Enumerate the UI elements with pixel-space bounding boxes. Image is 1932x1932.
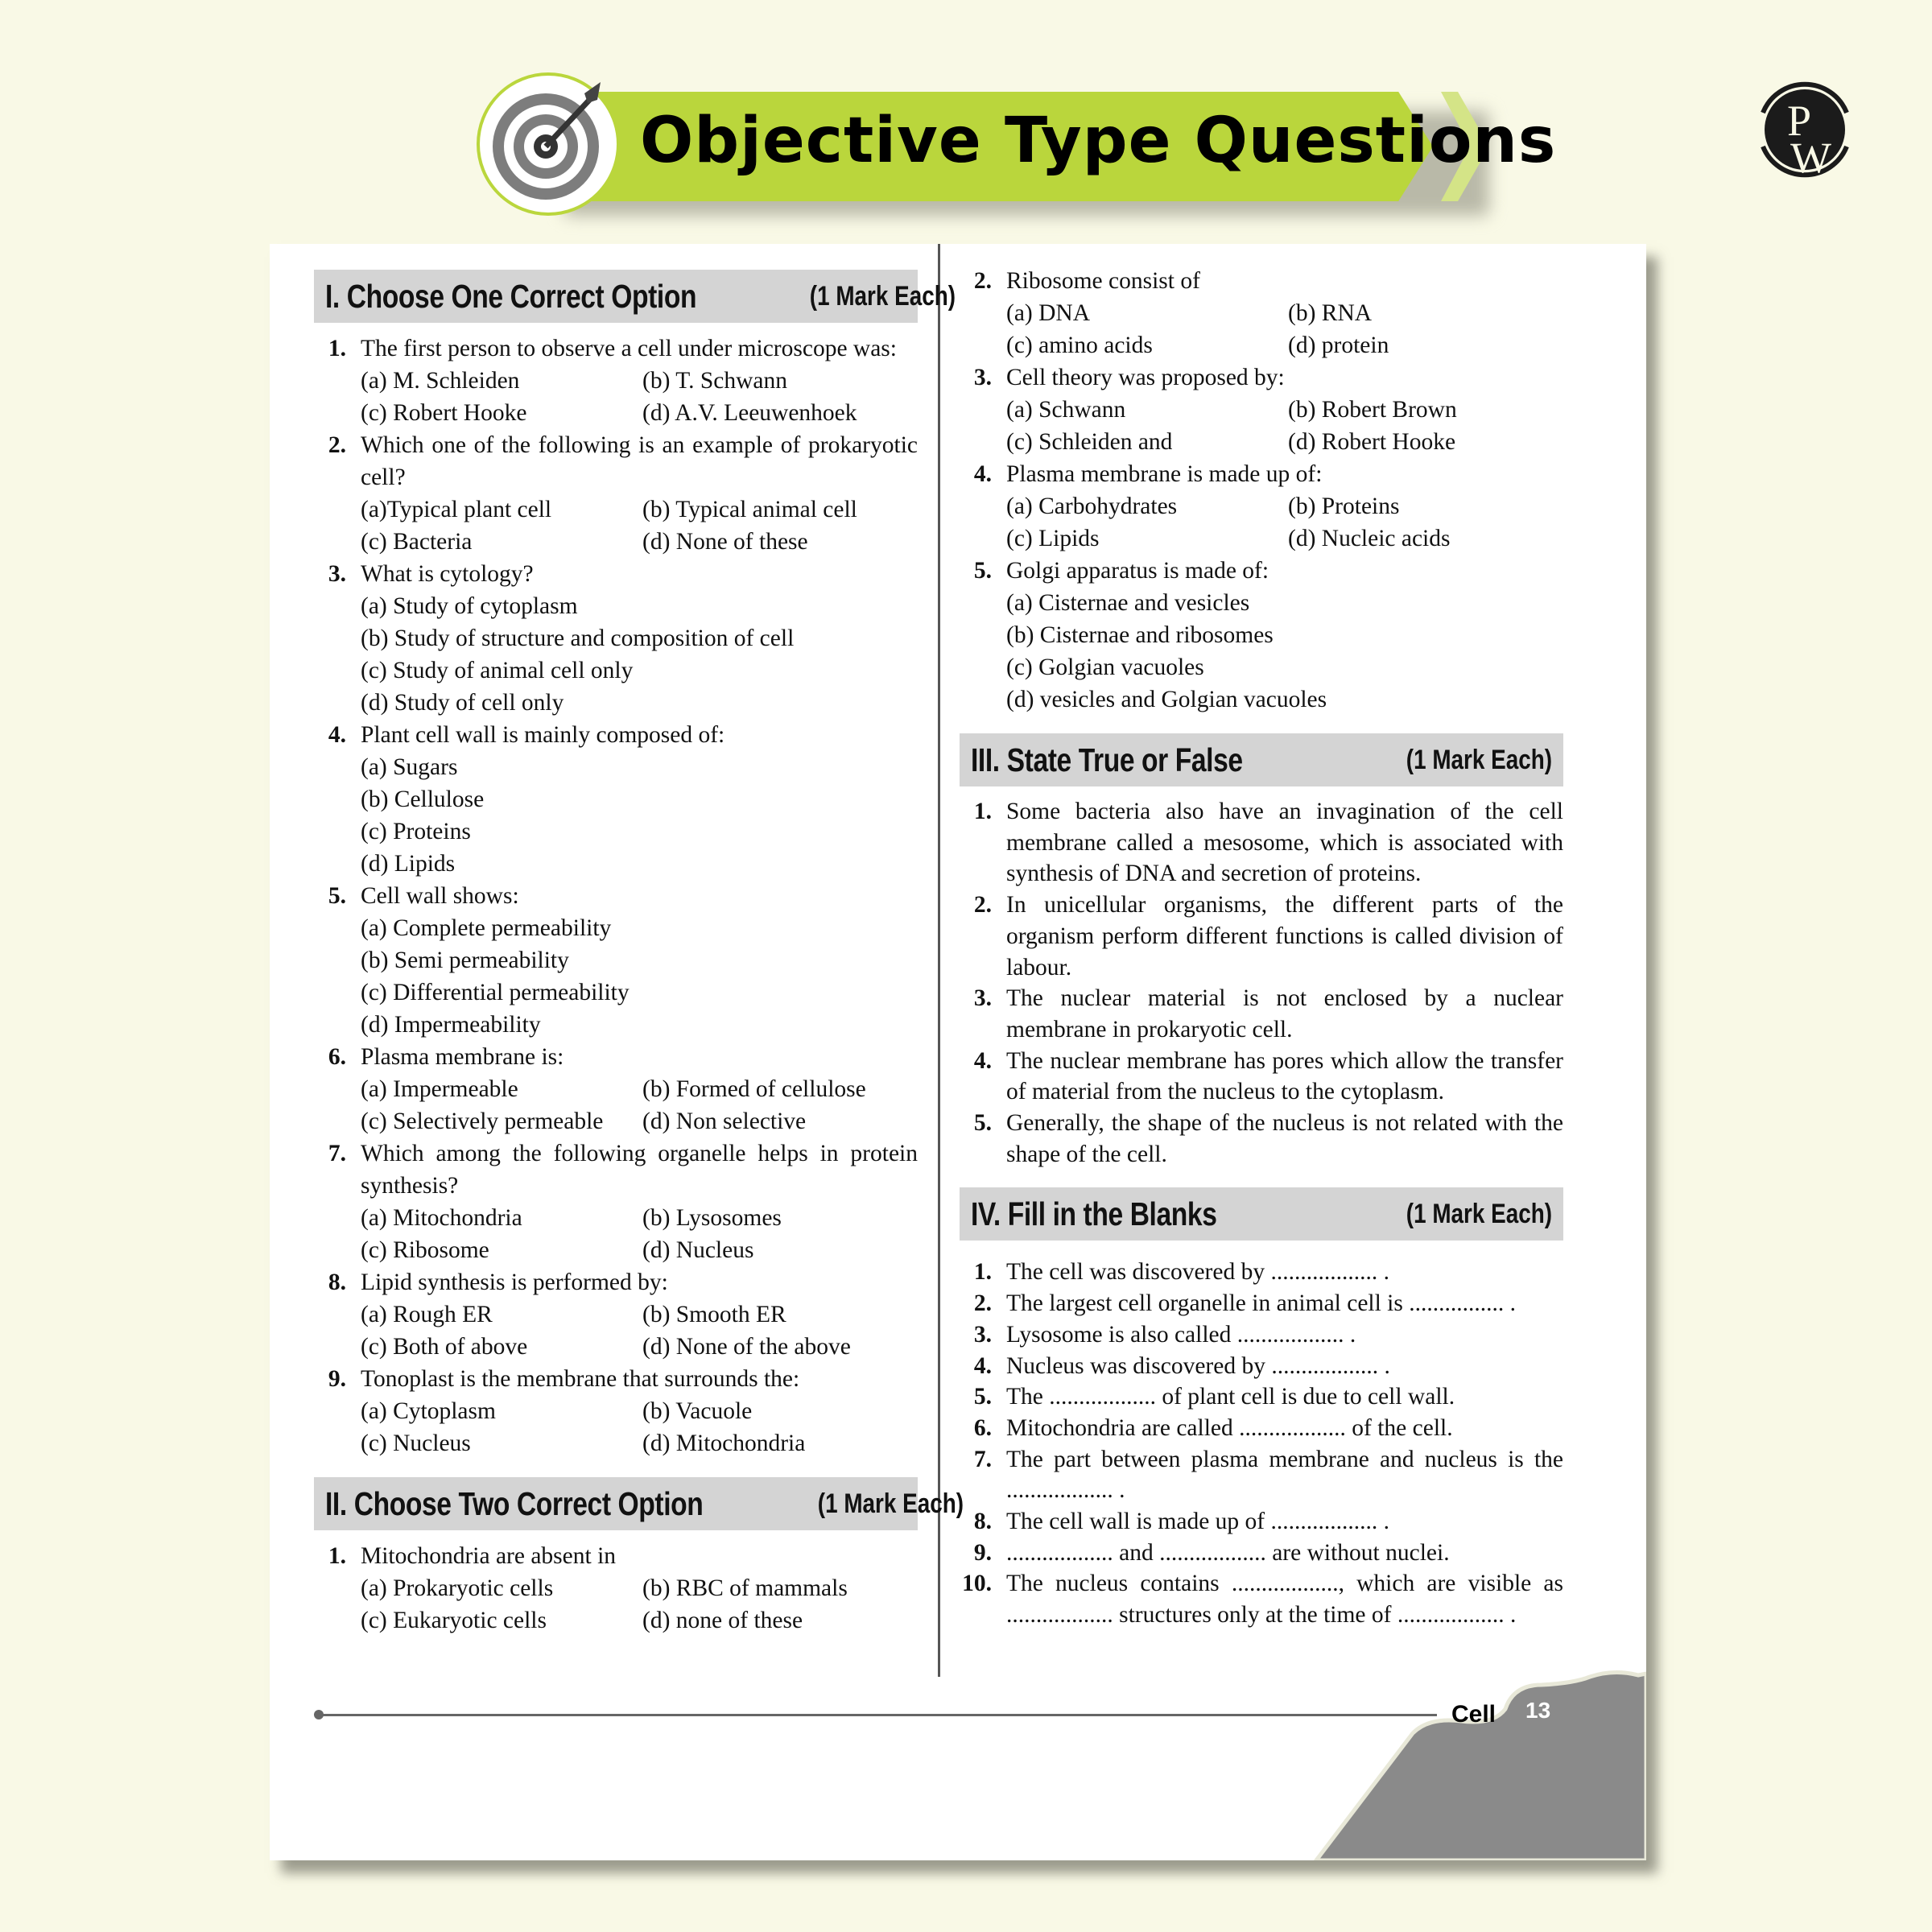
question-number: 4. [973, 1047, 992, 1074]
option: (a)Typical plant cell [361, 497, 552, 522]
option: (c) Nucleus [361, 1430, 471, 1456]
option: (c) Golgian vacuoles [1006, 654, 1204, 680]
option: (d) Impermeability [361, 1012, 541, 1038]
option: (d) Study of cell only [361, 690, 564, 716]
option: (a) Sugars [361, 754, 458, 780]
question-text: Plasma membrane is: [361, 1044, 564, 1070]
question-number: 8. [328, 1269, 346, 1295]
question-number: 4. [973, 1352, 992, 1379]
option: (b) Robert Brown [1288, 397, 1457, 423]
question-text: Some bacteria also have an invagination of the cell membrane called a mesosome, which is associated with synthesis of DNA and secretion of proteins. [1006, 799, 1563, 887]
option: (c) Schleiden and [1006, 429, 1173, 455]
question-number: 2. [973, 892, 992, 919]
question-number: 4. [973, 461, 992, 487]
option: (c) Robert Hooke [361, 400, 527, 426]
question-number: 10. [962, 1571, 992, 1597]
section-marks: (1 Mark Each) [818, 1488, 964, 1519]
option: (a) DNA [1006, 300, 1091, 326]
question-text: Which among the following organelle helps in protein synthesis? [361, 1141, 918, 1199]
question-text: Cell wall shows: [361, 883, 519, 909]
question-text: Golgi apparatus is made of: [1006, 558, 1269, 584]
question-text: The nuclear material is not enclosed by a nuclear membrane in prokaryotic cell. [1006, 985, 1563, 1042]
option: (c) Selectively permeable [361, 1108, 604, 1134]
question-number: 8. [973, 1509, 992, 1535]
question-text: The first person to observe a cell under microscope was: [361, 336, 897, 361]
option: (b) Cisternae and ribosomes [1006, 622, 1274, 648]
option: (b) Cellulose [361, 786, 485, 812]
option: (d) vesicles and Golgian vacuoles [1006, 687, 1327, 712]
section-title: IV. Fill in the Blanks [971, 1195, 1217, 1232]
question-number: 3. [973, 365, 992, 390]
banner-title: Objective Type Questions [640, 105, 1557, 177]
chapter-name: Cell [1451, 1701, 1496, 1728]
question-number: 2. [328, 432, 346, 458]
question-text: Cell theory was proposed by: [1006, 365, 1285, 390]
section-banner [475, 71, 1557, 224]
question-text: Mitochondria are absent in [361, 1543, 617, 1569]
section-title: III. State True or False [971, 741, 1243, 778]
option: (d) Nucleus [642, 1237, 754, 1263]
question-number: 1. [973, 1259, 992, 1286]
option: (b) Smooth ER [642, 1302, 786, 1327]
option: (a) Study of cytoplasm [361, 593, 578, 619]
question-text: Lysosome is also called .................. . [1006, 1321, 1356, 1348]
footer-wave-decoration [270, 244, 1646, 1860]
question-text: .................. and .................. are without nuclei. [1006, 1539, 1450, 1566]
option: (a) Prokaryotic cells [361, 1575, 554, 1601]
option: (b) T. Schwann [642, 368, 787, 394]
option: (c) Bacteria [361, 529, 473, 555]
option: (a) Complete permeability [361, 915, 612, 941]
option: (a) Cisternae and vesicles [1006, 590, 1250, 616]
option: (c) Ribosome [361, 1237, 489, 1263]
question-number: 2. [973, 1290, 992, 1317]
question-number: 3. [973, 1321, 992, 1348]
option: (c) Differential permeability [361, 980, 630, 1005]
option: (b) Proteins [1288, 493, 1400, 519]
question-number: 1. [973, 799, 992, 824]
option: (a) Impermeable [361, 1076, 518, 1102]
question-text: Mitochondria are called .................. of the cell. [1006, 1414, 1453, 1441]
question-text: Plant cell wall is mainly composed of: [361, 722, 725, 748]
question-number: 9. [973, 1539, 992, 1566]
question-text: Plasma membrane is made up of: [1006, 461, 1323, 487]
question-number: 5. [973, 1384, 992, 1410]
section-title: I. Choose One Correct Option [325, 277, 697, 315]
question-number: 4. [328, 722, 346, 748]
footer-rule [318, 1714, 1437, 1716]
option: (d) Nucleic acids [1288, 526, 1451, 551]
question-text: The .................. of plant cell is due to cell wall. [1006, 1384, 1455, 1410]
section-marks: (1 Mark Each) [810, 280, 956, 312]
question-number: 2. [973, 268, 992, 294]
question-number: 7. [973, 1446, 992, 1472]
svg-text:P: P [1787, 97, 1812, 145]
option: (d) None of these [642, 529, 808, 555]
option: (a) Mitochondria [361, 1205, 522, 1231]
worksheet-page [270, 244, 1646, 1860]
question-text: Ribosome consist of [1006, 268, 1200, 294]
option: (a) Cytoplasm [361, 1398, 496, 1424]
pw-logo [1748, 72, 1861, 185]
option: (d) none of these [642, 1608, 803, 1633]
page-number: 13 [1525, 1698, 1551, 1723]
option: (b) Study of structure and composition of cell [361, 625, 795, 651]
option: (c) Eukaryotic cells [361, 1608, 547, 1633]
question-text: The largest cell organelle in animal cell is ................ . [1006, 1290, 1516, 1317]
section-marks: (1 Mark Each) [1406, 1198, 1552, 1229]
question-number: 5. [973, 1110, 992, 1137]
option: (a) M. Schleiden [361, 368, 520, 394]
question-text: What is cytology? [361, 561, 534, 587]
option: (a) Rough ER [361, 1302, 493, 1327]
question-text: Tonoplast is the membrane that surrounds the: [361, 1366, 800, 1392]
question-text: The cell was discovered by .................. . [1006, 1259, 1389, 1286]
option: (d) None of the above [642, 1334, 851, 1360]
option: (c) amino acids [1006, 332, 1153, 358]
option: (d) A.V. Leeuwenhoek [642, 400, 857, 426]
option: (d) protein [1288, 332, 1389, 358]
option: (c) Both of above [361, 1334, 528, 1360]
question-text: The cell wall is made up of .................. . [1006, 1509, 1389, 1535]
option: (b) Formed of cellulose [642, 1076, 866, 1102]
question-number: 9. [328, 1366, 346, 1392]
option: (b) Vacuole [642, 1398, 753, 1424]
question-text: Nucleus was discovered by .................. . [1006, 1352, 1390, 1379]
question-number: 1. [328, 1543, 346, 1569]
question-number: 5. [973, 558, 992, 584]
question-text: In unicellular organisms, the different parts of the organism perform different functions is called division of labour. [1006, 892, 1563, 980]
svg-text:W: W [1790, 134, 1831, 182]
question-text: The nuclear membrane has pores which allow the transfer of material from the nucleus to the cytoplasm. [1006, 1047, 1563, 1105]
option: (b) RBC of mammals [642, 1575, 848, 1601]
option: (c) Study of animal cell only [361, 658, 634, 683]
question-number: 3. [328, 561, 346, 587]
option: (d) Mitochondria [642, 1430, 806, 1456]
question-number: 5. [328, 883, 346, 909]
question-text: Generally, the shape of the nucleus is not related with the shape of the cell. [1006, 1110, 1563, 1167]
option: (b) Lysosomes [642, 1205, 782, 1231]
question-number: 7. [328, 1141, 346, 1166]
option: (c) Proteins [361, 819, 471, 844]
option: (d) Robert Hooke [1288, 429, 1456, 455]
option: (a) Schwann [1006, 397, 1126, 423]
option: (d) Lipids [361, 851, 456, 877]
option: (b) Typical animal cell [642, 497, 857, 522]
option: (c) Lipids [1006, 526, 1100, 551]
question-number: 3. [973, 985, 992, 1012]
target-icon [477, 72, 620, 216]
question-text: Which one of the following is an example of prokaryotic cell? [361, 432, 918, 490]
section-marks: (1 Mark Each) [1406, 744, 1552, 775]
question-number: 6. [328, 1044, 346, 1070]
option: (b) Semi permeability [361, 947, 569, 973]
question-text: The nucleus contains .................., which are visible as .................. structures only at the time of .................. . [1006, 1571, 1563, 1629]
question-number: 6. [973, 1414, 992, 1441]
question-text: The part between plasma membrane and nucleus is the .................. . [1006, 1446, 1563, 1504]
question-number: 1. [328, 336, 346, 361]
option: (b) RNA [1288, 300, 1373, 326]
section-title: II. Choose Two Correct Option [325, 1484, 704, 1522]
question-text: Lipid synthesis is performed by: [361, 1269, 668, 1295]
option: (a) Carbohydrates [1006, 493, 1178, 519]
option: (d) Non selective [642, 1108, 807, 1134]
